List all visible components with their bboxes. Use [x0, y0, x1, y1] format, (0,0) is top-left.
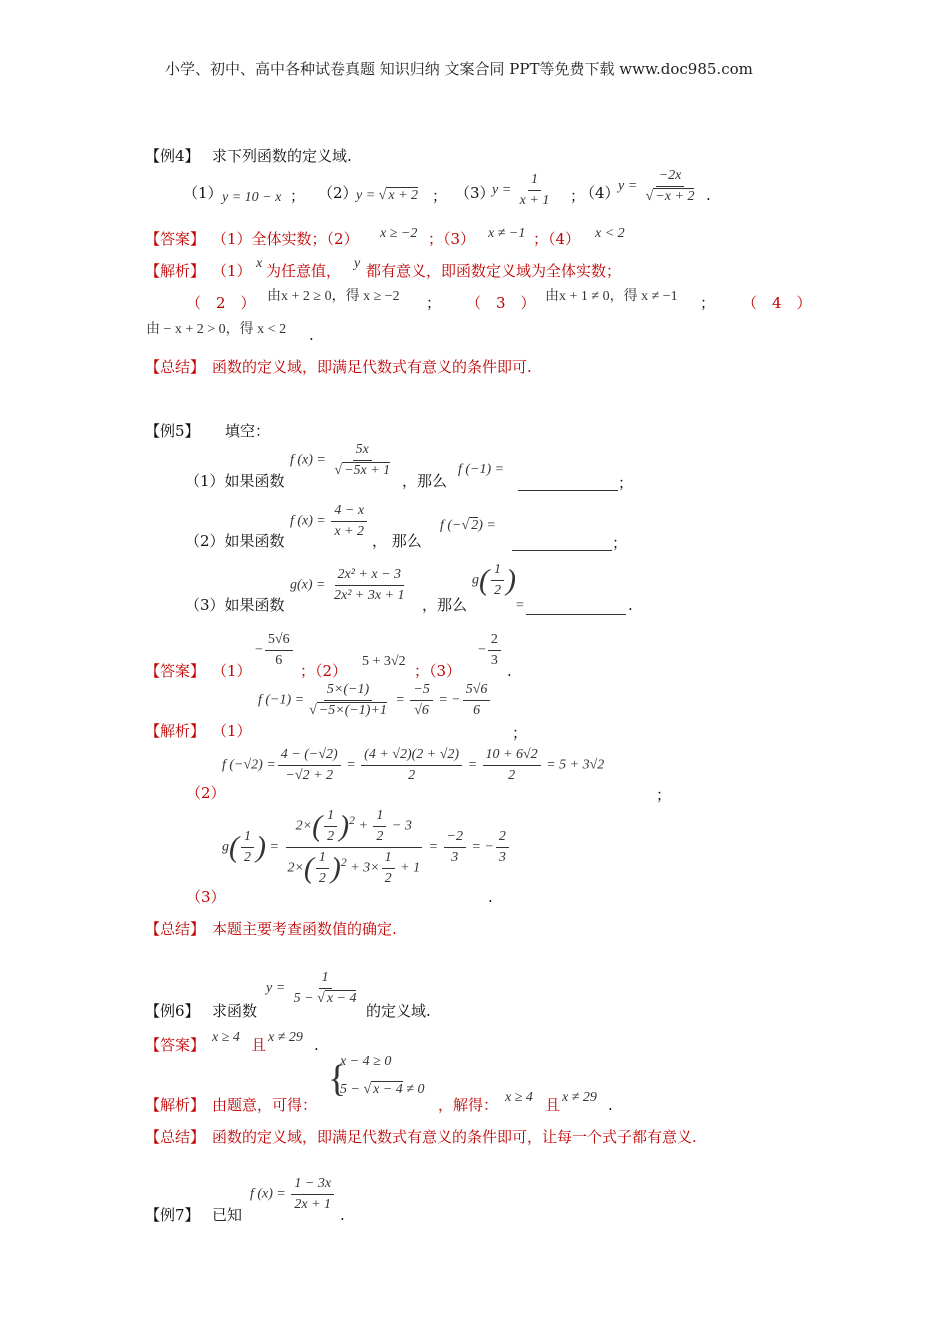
ex4-label: 【例4】 — [145, 147, 200, 165]
ex5-answer-minus: − — [478, 642, 486, 658]
ex5-analysis-item2-lhs: f (−√2) = — [222, 757, 276, 773]
ex5-label: 【例5】 — [145, 422, 200, 440]
ex5-period: . — [488, 888, 493, 906]
ex5-answer-part3: ；（3） — [414, 662, 462, 680]
ex6-function-lhs: y = — [266, 980, 289, 996]
ex5-analysis-item3-den-half2-n: 1 — [382, 848, 395, 869]
ex4-analysis-var-x: x — [256, 256, 263, 271]
ex5-q2-denominator: x + 2 — [334, 524, 365, 539]
ex4-item2-radicand: x + 2 — [388, 188, 419, 203]
ex5-q1-function — [290, 440, 395, 481]
ex5-answer-label: 【答案】 — [145, 662, 206, 680]
ex5-analysis-item3-num-half2-d: 2 — [376, 829, 384, 844]
ex5-analysis-item2-step2-den: 2 — [408, 768, 416, 783]
ex5-analysis-item1-step3-den: 6 — [473, 703, 481, 718]
ex5-q1-then: ，那么 — [402, 472, 448, 490]
ex5-analysis-item3-minus: − — [484, 839, 494, 855]
ex5-analysis-item3-den-tail: + 1 — [396, 860, 421, 876]
ex6-analysis-system-line2: 5 − √ x − 4 ≠ 0 — [340, 1082, 425, 1097]
ex6-analysis-result1: x ≥ 4 — [505, 1090, 533, 1105]
ex5-analysis-item3-func: g — [222, 839, 229, 855]
ex4-period: . — [706, 186, 711, 204]
ex4-item1-number: （1） — [183, 184, 223, 202]
ex5-analysis-item2-result: = 5 + 3√2 — [546, 757, 605, 773]
ex6-analysis-result2: x ≠ 29 — [562, 1090, 597, 1105]
ex5-analysis-item3-num-coef: 2× — [295, 818, 313, 834]
ex7-function-num: 1 − 3x — [291, 1174, 334, 1195]
ex5-semicolon: ； — [512, 724, 528, 742]
ex5-analysis-item1-number: （1） — [212, 722, 252, 740]
ex5-answer-part2: ；（2） — [300, 662, 348, 680]
ex5-analysis-item3-num-plus: + — [358, 818, 372, 834]
ex6-function-den-radicand: x − 4 — [326, 991, 357, 1006]
ex5-analysis-item3-den-half-n: 1 — [316, 848, 329, 869]
ex4-period: . — [309, 326, 314, 344]
ex5-analysis-item3-den-coef: 2× — [287, 860, 304, 876]
ex4-item2-formula: y = √ x + 2 — [356, 188, 419, 203]
ex4-item3-number: （3） — [455, 184, 495, 202]
ex7-function-den: 2x + 1 — [294, 1197, 332, 1212]
ex5-analysis-item1-step2-den: √6 — [414, 703, 429, 718]
ex6-summary-label: 【总结】 — [145, 1128, 206, 1146]
ex5-q2-text: （2）如果函数 — [185, 532, 285, 550]
ex5-analysis-item3-arg-num: 1 — [241, 827, 254, 848]
ex5-analysis-item1-radicand: −5×(−1)+1 — [318, 703, 387, 718]
ex4-analysis-item4-number: （ 4 ） — [742, 294, 812, 312]
ex6-period: . — [608, 1096, 613, 1114]
ex4-item3-denominator: x + 1 — [519, 193, 550, 208]
ex5-analysis-item3-result-num: −2 — [444, 827, 466, 848]
ex4-item4-formula — [618, 166, 699, 207]
ex4-analysis-label: 【解析】 — [145, 262, 206, 280]
ex5-analysis-item2-step1-num: 4 − (−√2) — [278, 745, 341, 766]
ex5-answer-value1-den: 6 — [275, 653, 283, 668]
ex5-semicolon: ； — [656, 786, 672, 804]
ex5-summary-text: 本题主要考查函数值的确定. — [212, 920, 397, 938]
ex5-q3-blank[interactable] — [526, 600, 626, 615]
ex5-analysis-item1-num: 5×(−1) — [324, 680, 372, 701]
ex4-answer-part1: （1）全体实数；（2） — [212, 230, 359, 248]
ex5-q3-then: ，那么 — [422, 596, 468, 614]
ex4-answer-part2: x ≥ −2 — [380, 226, 418, 241]
ex6-period: . — [314, 1036, 319, 1054]
ex5-q3-numerator: 2x² + x − 3 — [335, 565, 405, 586]
page-header: 小学、初中、高中各种试卷真题 知识归纳 文案合同 PPT等免费下载 www.doc985.com — [165, 60, 753, 78]
ex5-q3-ask: g( $\frac{1}{2}$ ) — [472, 560, 516, 601]
ex5-analysis-label: 【解析】 — [145, 722, 206, 740]
ex5-analysis-item1-step3-num: 5√6 — [463, 680, 491, 701]
ex5-q1-text: （1）如果函数 — [185, 472, 285, 490]
ex6-analysis-system-line2-suffix: ≠ 0 — [402, 1082, 425, 1097]
ex6-analysis-system-brace: { — [328, 1058, 347, 1100]
ex5-answer-minus: − — [255, 642, 263, 658]
ex5-analysis-item1-math: f (−1) = $\frac{5\times(-1)}{√ -5\times(-1)+1}$ = $\frac{-5}{√6}$ = − $\frac{5√6}{6}$ — [258, 680, 492, 721]
ex4-item1-formula: y = 10 − x — [222, 190, 282, 205]
ex5-analysis-item1-minus: − — [451, 692, 461, 708]
ex6-analysis-system-line1: x − 4 ≥ 0 — [340, 1054, 392, 1069]
ex5-semicolon: ； — [618, 474, 634, 492]
ex5-analysis-item3-den-mid: + 3× — [350, 860, 380, 876]
ex4-item4-number: （4） — [580, 184, 620, 202]
ex5-analysis-item2-step1-den: −√2 + 2 — [285, 768, 334, 783]
ex5-q2-ask-prefix: f (− — [440, 518, 462, 533]
ex5-answer-value1-num: 5√6 — [265, 630, 293, 651]
ex6-prompt-a: 求函数 — [212, 1002, 258, 1020]
ex6-analysis-and: 且 — [545, 1096, 561, 1114]
ex4-item4-numerator: −2x — [656, 166, 685, 187]
ex5-analysis-item2-step2-num: (4 + √2)(2 + √2) — [361, 745, 462, 766]
ex4-analysis-text2: 都有意义，即函数定义域为全体实数； — [366, 262, 622, 280]
ex5-analysis-item3-final-den: 3 — [498, 850, 506, 865]
ex5-q3-equals: = — [516, 598, 524, 613]
ex6-answer-label: 【答案】 — [145, 1036, 206, 1054]
ex5-analysis-item3-result-den: 3 — [451, 850, 459, 865]
ex4-semicolon: ； — [290, 187, 306, 205]
ex5-q2-numerator: 4 − x — [331, 501, 367, 522]
ex5-q2-ask-radicand: 2 — [471, 518, 479, 533]
ex5-q1-lhs: f (x) = — [290, 452, 330, 468]
ex6-analysis-text2: ，解得： — [438, 1096, 499, 1114]
ex4-answer-label: 【答案】 — [145, 230, 206, 248]
ex5-q3-denominator: 2x² + 3x + 1 — [334, 588, 405, 603]
ex4-item3-formula — [492, 170, 554, 211]
ex5-q3-function — [290, 565, 410, 606]
ex4-analysis-item4-math: 由 − x + 2 > 0，得 x < 2 — [146, 322, 287, 337]
ex4-semicolon: ； — [700, 294, 716, 312]
ex7-period: . — [340, 1206, 345, 1224]
ex4-answer-part6: x < 2 — [595, 226, 625, 241]
ex4-prompt: 求下列函数的定义域. — [212, 147, 352, 165]
ex4-analysis-item3-number: （ 3 ） — [466, 294, 536, 312]
ex5-analysis-item1-lhs: f (−1) = — [258, 692, 305, 708]
ex7-label: 【例7】 — [145, 1206, 200, 1224]
ex5-answer-value3 — [478, 630, 503, 671]
ex5-analysis-item3-big-den: 2×( $\frac{1}{2}$ )$^2$ + 3× $\frac{1}{2}$ + 1 — [284, 848, 423, 889]
ex4-answer-part5: ；（4） — [533, 230, 581, 248]
ex4-semicolon: ； — [570, 187, 586, 205]
ex5-analysis-item3-arg-den: 2 — [244, 850, 251, 865]
ex6-function-den-prefix: 5 − — [293, 991, 318, 1006]
ex6-function — [266, 968, 361, 1009]
ex5-answer-value3-den: 3 — [490, 653, 498, 668]
ex4-item3-numerator: 1 — [528, 170, 541, 191]
ex4-item3-lhs: y = — [492, 182, 515, 198]
ex6-answer-and: 且 — [251, 1036, 267, 1054]
ex4-answer-part3: ；（3） — [428, 230, 476, 248]
ex5-q1-denominator: √ −5x + 1 — [334, 463, 391, 478]
ex5-q2-function — [290, 501, 369, 542]
ex7-function — [250, 1174, 336, 1215]
ex5-period: . — [507, 662, 512, 680]
ex5-analysis-item3-num-half2-n: 1 — [373, 806, 386, 827]
ex5-prompt: 填空： — [225, 422, 271, 440]
ex5-semicolon: ； — [612, 534, 628, 552]
ex4-analysis-number: （1） — [212, 262, 252, 280]
ex5-q1-ask: f (−1) = — [458, 462, 505, 477]
ex5-answer-value2: 5 + 3√2 — [362, 654, 406, 669]
ex5-analysis-item3-num-tail: − 3 — [388, 818, 412, 834]
ex5-summary-label: 【总结】 — [145, 920, 206, 938]
ex4-analysis-item2-number: （ 2 ） — [186, 294, 256, 312]
ex5-q2-ask: f (−√ 2) = — [440, 518, 496, 533]
ex5-q1-blank[interactable] — [518, 476, 618, 491]
ex6-label: 【例6】 — [145, 1002, 200, 1020]
ex5-analysis-item3-den-half2-d: 2 — [384, 871, 392, 886]
ex6-function-den: 5 − √ x − 4 — [293, 991, 357, 1006]
ex4-semicolon: ； — [432, 187, 448, 205]
ex4-analysis-item2-math: 由x + 2 ≥ 0，得 x ≥ −2 — [267, 289, 400, 304]
ex6-analysis-system-line2-prefix: 5 − — [340, 1082, 364, 1097]
ex4-analysis-var-y: y — [354, 256, 361, 271]
ex5-q3-ask-denominator: 2 — [494, 583, 501, 598]
ex4-item4-denominator: √ −x + 2 — [645, 189, 695, 204]
ex4-semicolon: ； — [426, 294, 442, 312]
ex4-summary-label: 【总结】 — [145, 358, 206, 376]
ex5-analysis-item3-num-half-n: 1 — [324, 806, 337, 827]
ex5-q2-lhs: f (x) = — [290, 513, 330, 529]
ex5-q2-ask-suffix: ) = — [478, 518, 496, 533]
ex4-item2-number: （2） — [318, 184, 358, 202]
ex6-answer-part2: x ≠ 29 — [268, 1030, 303, 1045]
ex5-q3-text: （3）如果函数 — [185, 596, 285, 614]
ex5-answer-value1 — [255, 630, 295, 671]
ex5-analysis-item1-step2-num: −5 — [410, 680, 432, 701]
ex5-q3-ask-func: g — [472, 572, 479, 588]
ex6-prompt-b: 的定义域. — [366, 1002, 431, 1020]
ex7-prompt: 已知 — [212, 1206, 243, 1224]
ex4-answer-part4: x ≠ −1 — [488, 226, 526, 241]
ex6-analysis-system-line2-radicand: x − 4 — [373, 1082, 403, 1097]
ex5-q3-lhs: g(x) = — [290, 577, 329, 593]
ex5-analysis-item3-final-num: 2 — [496, 827, 509, 848]
ex5-q2-then: ， 那么 — [372, 532, 422, 550]
ex5-analysis-item3-number: （3） — [186, 888, 226, 906]
ex5-q2-blank[interactable] — [512, 536, 612, 551]
ex6-function-num: 1 — [319, 968, 332, 989]
ex5-analysis-item3-num-half-d: 2 — [327, 829, 335, 844]
ex5-period: . — [628, 596, 633, 614]
ex5-analysis-item2-number: （2） — [186, 784, 226, 802]
ex5-q1-numerator: 5x — [353, 440, 372, 461]
ex5-answer-part1: （1） — [212, 662, 252, 680]
ex4-item4-lhs: y = — [618, 178, 641, 194]
ex6-summary-text: 函数的定义域，即满足代数式有意义的条件即可，让每一个式子都有意义. — [212, 1128, 697, 1146]
ex4-analysis-text1: 为任意值， — [266, 262, 342, 280]
ex4-item4-radicand: −x + 2 — [655, 189, 695, 204]
ex5-analysis-item2-step3-den: 2 — [508, 768, 516, 783]
ex5-analysis-item2-math: f (−√2) = $\frac{4 - (-√2)}{-√2 + 2}$ = $\frac{(4 + √2)(2 + √2)}{2}$ = $\frac{10 + 6√2}{2}$ = 5 + 3√2 — [222, 745, 604, 786]
ex6-answer-part1: x ≥ 4 — [212, 1030, 240, 1045]
ex4-summary-text: 函数的定义域，即满足代数式有意义的条件即可. — [212, 358, 532, 376]
ex5-analysis-item3-big-num: 2×( $\frac{1}{2}$ )$^2$ + $\frac{1}{2}$ − 3 — [286, 806, 422, 848]
ex6-analysis-label: 【解析】 — [145, 1096, 206, 1114]
ex5-analysis-item3-math: g( $\frac{1}{2}$ ) = 2×( $\frac{1}{2}$ )$^2$ + $\frac{1}{2}$ − 3 2×( $\frac{1}{2}$ )$^2$ + 3× $\frac{1}{2}$ + 1 = $\frac{-2}{3}$ = − $\frac{2}{3}$ — [222, 806, 511, 889]
ex5-analysis-item3-den-half-d: 2 — [318, 871, 326, 886]
ex5-analysis-item2-step3-num: 10 + 6√2 — [483, 745, 541, 766]
ex5-q3-ask-numerator: 1 — [491, 560, 504, 581]
ex7-function-lhs: f (x) = — [250, 1186, 290, 1202]
ex4-analysis-item3-math: 由x + 1 ≠ 0，得 x ≠ −1 — [545, 289, 678, 304]
ex6-analysis-text1: 由题意，可得： — [212, 1096, 318, 1114]
ex4-item2-lhs: y = — [356, 188, 379, 203]
ex5-answer-value3-num: 2 — [488, 630, 501, 651]
ex5-q1-radicand: −5x + 1 — [344, 463, 391, 478]
